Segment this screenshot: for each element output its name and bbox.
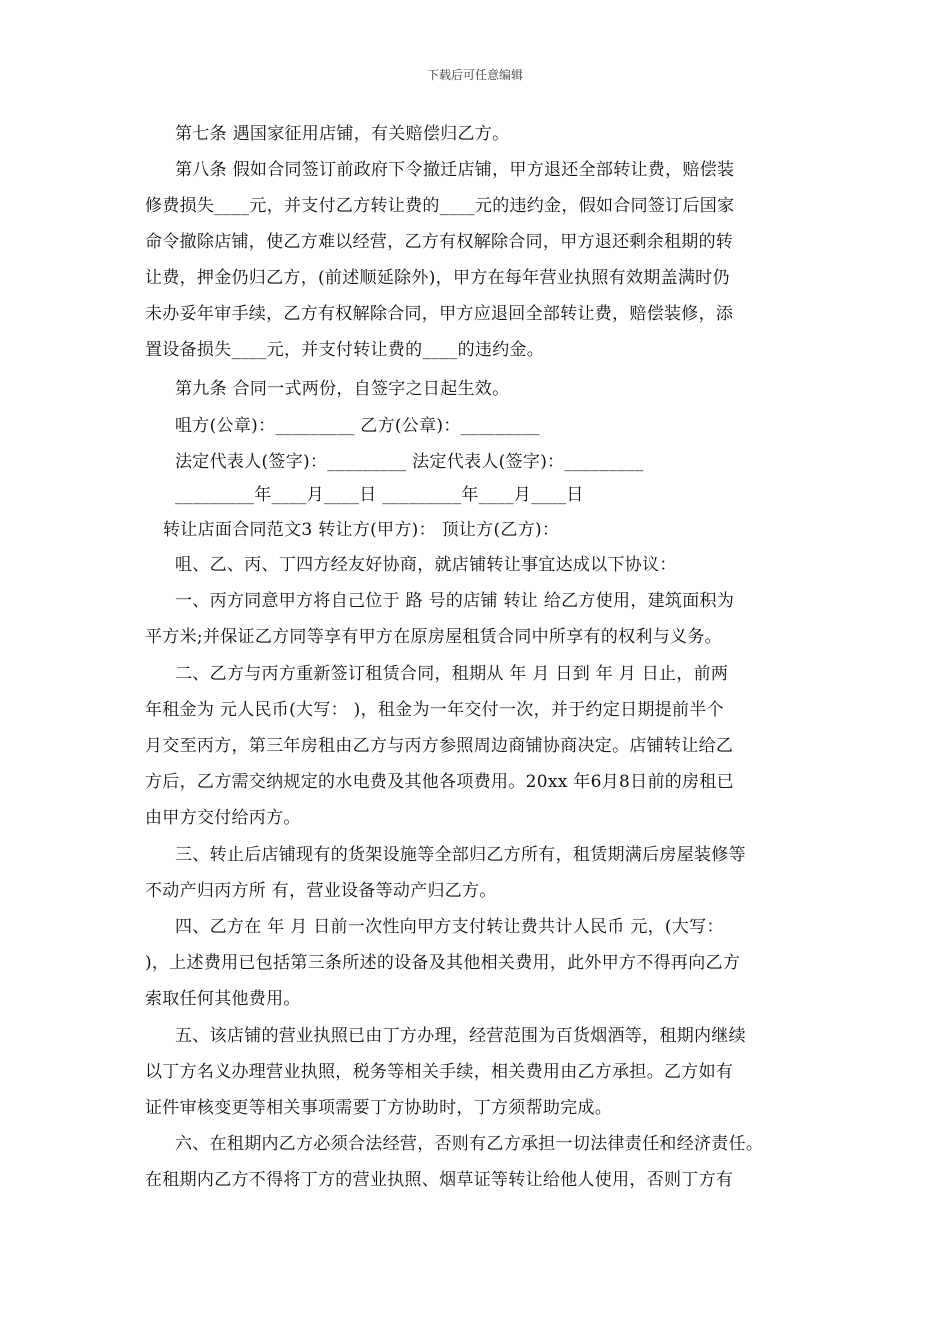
- text-line: 以丁方名义办理营业执照，税务等相关手续，相关费用由乙方承担。乙方如有: [145, 1062, 734, 1082]
- text-line: 六、在租期内乙方必须合法经营，否则有乙方承担一切法律责任和经济责任。: [175, 1134, 764, 1154]
- text-line: 命令撤除店铺，使乙方难以经营，乙方有权解除合同，甲方退还剩余租期的转: [145, 232, 734, 252]
- text-line: 证件审核变更等相关事项需要丁方协助时，丁方须帮助完成。: [145, 1098, 613, 1118]
- text-line: 咀方(公章)：_________ 乙方(公章)：_________: [175, 416, 540, 436]
- text-line: 月交至丙方，第三年房租由乙方与丙方参照周边商铺协商决定。店铺转让给乙: [145, 736, 734, 756]
- text-line: 第七条 遇国家征用店铺，有关赔偿归乙方。: [175, 124, 510, 144]
- text-line: )，上述费用已包括第三条所述的设备及其他相关费用，此外甲方不得再向乙方: [145, 953, 741, 973]
- text-line: 修费损失____元，并支付乙方转让费的____元的违约金，假如合同签订后国家: [145, 196, 735, 216]
- text-line: 第八条 假如合同签订前政府下令撤迁店铺，甲方退还全部转让费，赔偿装: [175, 160, 735, 180]
- text-line: 咀、乙、丙、丁四方经友好协商，就店铺转让事宜达成以下协议：: [175, 555, 677, 575]
- page-header: 下载后可任意编辑: [426, 68, 523, 82]
- text-line: 第九条 合同一式两份，自签字之日起生效。: [175, 379, 510, 399]
- text-line: 五、该店铺的营业执照已由丁方办理，经营范围为百货烟酒等，租期内继续: [175, 1026, 746, 1046]
- text-line: 转让店面合同范文3 转让方(甲方)： 顶让方(乙方)：: [163, 520, 560, 540]
- text-line: 三、转止后店铺现有的货架设施等全部归乙方所有，租赁期满后房屋装修等: [175, 845, 746, 865]
- text-line: 不动产归丙方所 有，营业设备等动产归乙方。: [145, 881, 497, 901]
- text-line: 法定代表人(签字)：_________ 法定代表人(签字)：_________: [175, 452, 644, 472]
- text-line: 让费，押金仍归乙方，(前述顺延除外)，甲方在每年营业执照有效期盖满时仍: [145, 268, 730, 288]
- text-line: 方后，乙方需交纳规定的水电费及其他各项费用。20xx 年6月8日前的房租已: [145, 772, 734, 792]
- text-line: 在租期内乙方不得将丁方的营业执照、烟草证等转让给他人使用，否则丁方有: [145, 1170, 734, 1190]
- text-line: 一、丙方同意甲方将自己位于 路 号的店铺 转让 给乙方使用，建筑面积为: [175, 591, 735, 611]
- text-line: 索取任何其他费用。: [145, 989, 301, 1009]
- text-line: 年租金为 元人民币(大写： )，租金为一年交付一次，并于约定日期提前半个: [145, 700, 724, 720]
- text-line: _________年____月____日 _________年____月____日: [175, 485, 584, 505]
- text-line: 四、乙方在 年 月 日前一次性向甲方支付转让费共计人民币 元，(大写：: [175, 917, 724, 937]
- text-line: 置设备损失____元，并支付转让费的____的违约金。: [145, 340, 545, 360]
- text-line: 二、乙方与丙方重新签订租赁合同，租期从 年 月 日到 年 月 日止，前两: [175, 664, 729, 684]
- text-line: 由甲方交付给丙方。: [145, 808, 301, 828]
- text-line: 未办妥年审手续，乙方有权解除合同，甲方应退回全部转让费，赔偿装修，添: [145, 304, 734, 324]
- text-line: 平方米;并保证乙方同等享有甲方在原房屋租赁合同中所享有的权利与义务。: [145, 627, 722, 647]
